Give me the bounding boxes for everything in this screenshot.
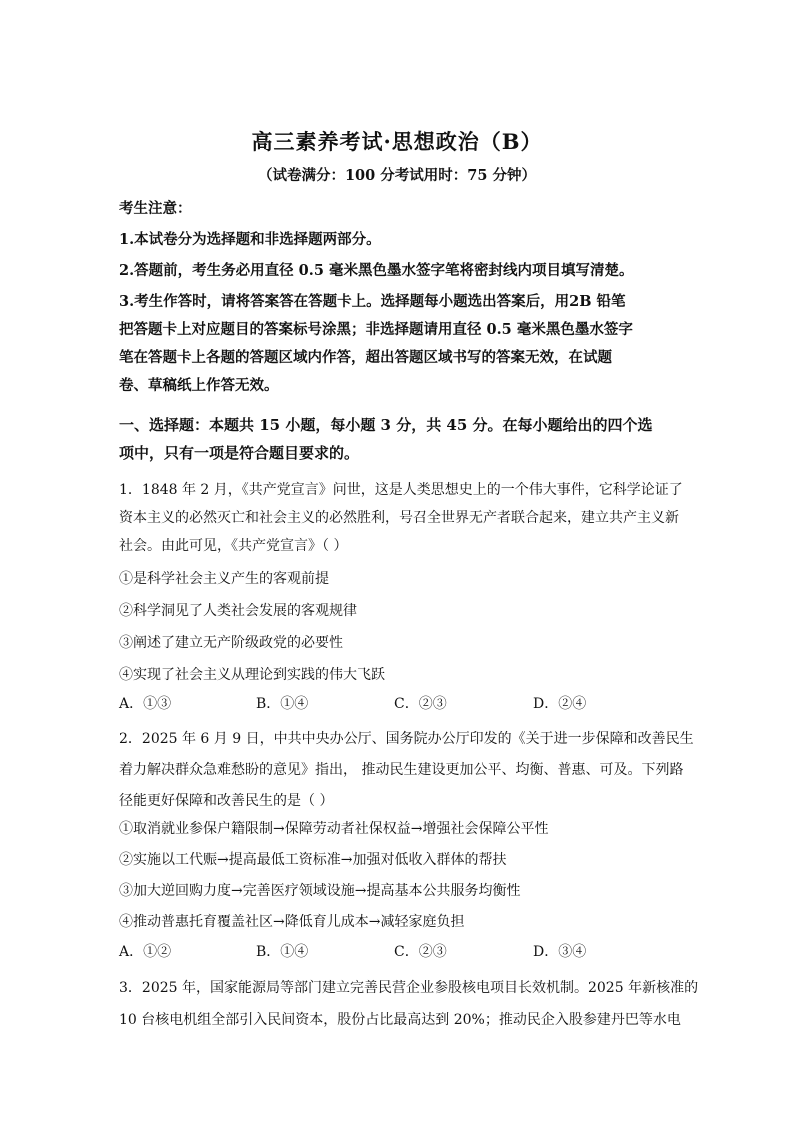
exam-title: 高三素养考试·思想政治（B） [251,129,543,154]
choice-d[interactable]: D．③④ [533,944,587,960]
question-line: 1．1848 年 2 月，《共产党宣言》问世，这是人类思想史上的一个伟大事件，它科学论证了 [119,482,683,498]
choice-a[interactable]: A．①③ [119,696,172,712]
option-item: ①取消就业参保户籍限制→保障劳动者社保权益→增强社会保障公平性 [119,821,549,837]
option-item: ③加大逆回购力度→完善医疗领域设施→提高基本公共服务均衡性 [119,883,521,899]
option-item: ②科学洞见了人类社会发展的客观规律 [119,603,357,619]
question-line: 3．2025 年，国家能源局等部门建立完善民营企业参股核电项目长效机制。2025 年新核准的 [119,980,699,996]
choice-d[interactable]: D．②④ [533,696,587,712]
option-item: ④实现了社会主义从理论到实践的伟大飞跃 [119,667,385,683]
option-item: ①是科学社会主义产生的客观前提 [119,571,329,587]
choice-b[interactable]: B．①④ [256,944,309,960]
notes-item: 卷、草稿纸上作答无效。 [119,377,279,394]
option-item: ④推动普惠托育覆盖社区→降低育儿成本→减轻家庭负担 [119,914,465,930]
question-1-choices [119,690,679,718]
option-item: ②实施以工代赈→提高最低工资标准→加强对低收入群体的帮扶 [119,852,507,868]
exam-subtitle: （试卷满分：100 分考试用时：75 分钟） [257,167,537,184]
question-line: 社会。由此可见，《共产党宣言》（ ） [119,538,348,554]
notes-item: 把答题卡上对应题目的答案标号涂黑；非选择题请用直径 0.5 毫米黑色墨水签字 [119,321,633,338]
option-item: ③阐述了建立无产阶级政党的必要性 [119,635,343,651]
question-2-stem [119,724,694,817]
notes-item: 笔在答题卡上各题的答题区域内作答，超出答题区域书写的答案无效，在试题 [119,349,612,366]
notes-item: 3.考生作答时，请将答案答在答题卡上。选择题每小题选出答案后，用2B 铅笔 [119,293,626,310]
section-heading-line: 项中，只有一项是符合题目要求的。 [119,444,360,462]
choice-b[interactable]: B．①④ [256,696,309,712]
question-line: 径能更好保障和改善民生的是（ ） [119,793,334,809]
choice-a[interactable]: A．①② [119,944,172,960]
question-line: 10 台核电机组全部引入民间资本，股份占比最高达到 20%；推动民企入股参建丹巴等水电 [119,1012,681,1028]
section-heading [119,411,679,467]
question-2-choices [119,938,679,966]
notes-heading: 考生注意： [119,200,192,217]
question-3-stem [119,972,699,1036]
choice-c[interactable]: C．②③ [394,944,447,960]
question-line: 2．2025 年 6 月 9 日，中共中央办公厅、国务院办公厅印发的《关于进一步保障和改善民生 [119,731,694,747]
question-line: 着力解决群众急难愁盼的意见》指出， 推动民生建设更加公平、均衡、普惠、可及。下列路 [119,762,684,778]
section-heading-line: 一、选择题：本题共 15 小题，每小题 3 分，共 45 分。在每小题给出的四个选 [119,416,653,434]
notes-item: 1.本试卷分为选择题和非选择题两部分。 [119,231,381,248]
notes-item: 2.答题前，考生务必用直径 0.5 毫米黑色墨水签字笔将密封线内项目填写清楚。 [119,262,634,279]
question-1-stem [119,476,683,560]
notes-block [119,195,679,400]
question-line: 资本主义的必然灭亡和社会主义的必然胜利，号召全世界无产者联合起来，建立共产主义新 [119,510,679,526]
choice-c[interactable]: C．②③ [394,696,447,712]
question-2-options [119,814,679,938]
question-1-options [119,563,679,691]
